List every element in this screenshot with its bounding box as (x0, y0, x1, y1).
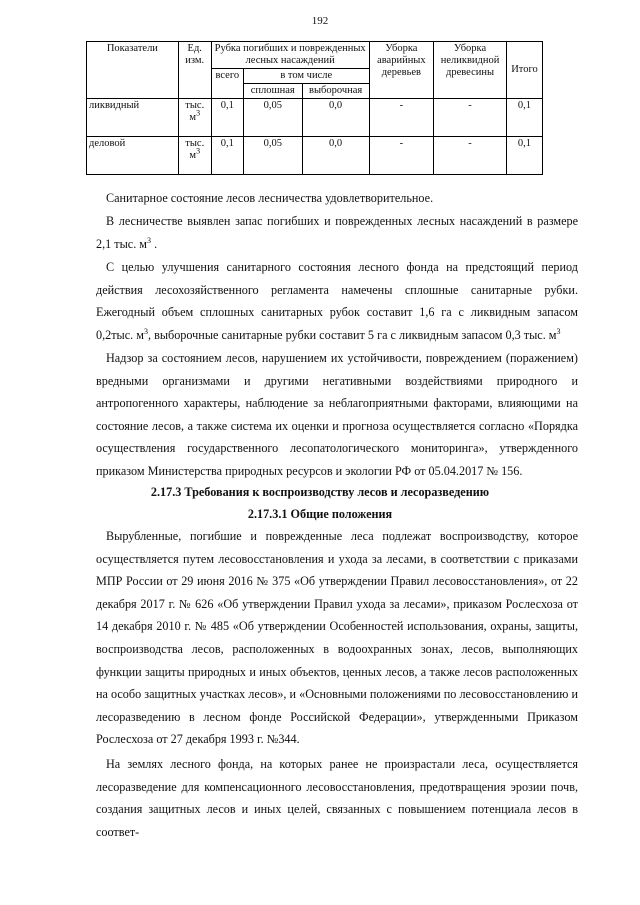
th-selective: выборочная (302, 84, 369, 99)
th-indicators: Показатели (87, 42, 179, 99)
cell-emergency: - (369, 99, 433, 137)
table-row (87, 99, 543, 137)
th-including: в том числе (243, 69, 369, 84)
cell-nonliquid: - (434, 137, 507, 175)
paragraph-fellings: С целью улучшения санитарного состояния лесного фонда на предстоящий период действия лесохозяйственного регламента намечены сплошные санитарные рубки. Ежегодный объем сплошных санитарных рубок составит 1,6 га с ликвидным запасом 0,2тыс. $м^3$, выборочные санитарные рубки составит 5 га с ликвидным запасом 0,3 тыс. $м^3$ (96, 260, 578, 342)
cell-nonliquid: - (434, 99, 507, 137)
cell-sum: 0,1 (506, 137, 542, 175)
section-heading: 2.17.3 Требования к воспроизводству лесов и лесоразведению (150, 485, 490, 499)
th-total: всего (211, 69, 243, 99)
th-nonliquid: Уборка неликвидной древесины (434, 42, 507, 99)
cell-selective: 0,0 (302, 137, 369, 175)
cell-emergency: - (369, 137, 433, 175)
cell-unit: тыс. $м^3$ (178, 137, 211, 175)
th-clear: сплошная (243, 84, 302, 99)
cell-sum: 0,1 (506, 99, 542, 137)
cell-name: ликвидный (87, 99, 179, 137)
th-sum: Итого (506, 42, 542, 99)
cell-selective: 0,0 (302, 99, 369, 137)
cell-unit: тыс. $м^3$ (178, 99, 211, 137)
cell-total: 0,1 (211, 137, 243, 175)
felling-table (86, 41, 543, 175)
paragraph-afforestation: На землях лесного фонда, на которых ранее не произрастали леса, осуществляется лесоразведение для компенсационного лесовосстановления, предотвращения эрозии почв, создания защитных лесов и иных целей, связанных с повышением потенциала лесов в соответ- (96, 757, 578, 839)
th-emergency: Уборка аварийных деревьев (369, 42, 433, 99)
cell-clear: 0,05 (243, 137, 302, 175)
page-number: 192 (311, 15, 329, 27)
cell-clear: 0,05 (243, 99, 302, 137)
paragraph-stock: В лесничестве выявлен запас погибших и поврежденных лесных насаждений в размере 2,1 тыс. $м^3$ . (96, 214, 578, 251)
cell-name: деловой (87, 137, 179, 175)
cell-total: 0,1 (211, 99, 243, 137)
paragraph-monitoring: Надзор за состоянием лесов, нарушением их устойчивости, повреждением (поражением) вредными организмами и другими негативными воздействиями природного и антропогенного характеры, наблюдение за неблагоприятными факторами, влияющими на состояние лесов, а также система их оценки и прогноза осуществляется согласно «Порядка осуществления государственного лесопатологического мониторинга», утвержденного приказом Министерства природных ресурсов и экологии РФ от 05.04.2017 № 156. (96, 351, 578, 478)
subsection-heading: 2.17.3.1 Общие положения (247, 507, 393, 521)
paragraph-reproduction: Вырубленные, погибшие и поврежденные леса подлежат воспроизводству, которое осуществляется путем лесовосстановления и ухода за лесами, в соответствии с приказами МПР России от 29 июня 2016 № 375 «Об утверждении Правил лесовосстановления», от 22 декабря 2017 г. № 626 «Об утверждении Правил ухода за лесами», приказом Рослесхоза от 14 декабря 2010 г. № 485 «Об утверждении Особенностей использования, охраны, защиты, воспроизводства лесов, расположенных в водоохранных зонах, лесов, выполняющих функции защиты природных и иных объектов, ценных лесов, а также лесов расположенных на особо защитных участках лесов», и «Основными положениями по лесовосстановлению и лесоразведению в лесном фонде Российской Федерации», утвержденными Приказом Рослесхоза от 27 декабря 1993 г. №344. (96, 529, 578, 747)
paragraph-sanitary: Санитарное состояние лесов лесничества удовлетворительное. (106, 191, 434, 205)
table-row (87, 137, 543, 175)
th-unit: Ед. изм. (178, 42, 211, 99)
th-felling-group: Рубка погибших и поврежденных лесных насаждений (211, 42, 369, 69)
